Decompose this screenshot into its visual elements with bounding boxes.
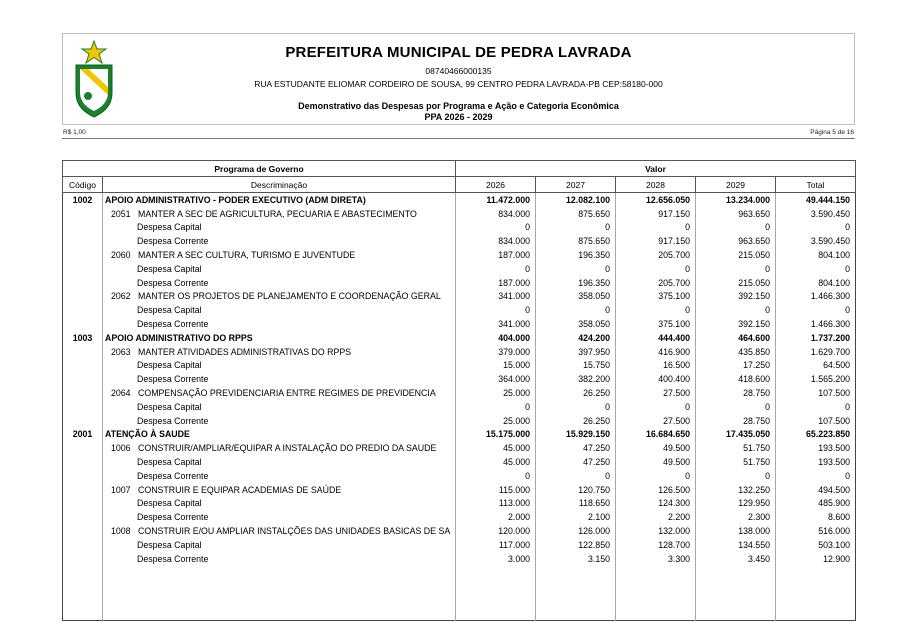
- action-description: COMPENSAÇÃO PREVIDENCIARIA ENTRE REGIMES DE PREVIDENCIA: [138, 388, 436, 399]
- cell-program-code: [63, 345, 103, 359]
- cell-description: APOIO ADMINISTRATIVO DO RPPS: [103, 331, 456, 345]
- action-description: CONSTRUIR E EQUIPAR ACADEMIAS DE SAÚDE: [138, 484, 342, 495]
- table-row: [63, 414, 856, 428]
- column-header-row: [63, 177, 856, 193]
- cell-program-code: [63, 221, 103, 235]
- cell-value: 0: [456, 262, 536, 276]
- cell-value: 45.000: [456, 441, 536, 455]
- cell-value: 0: [845, 401, 850, 412]
- cell-value: 138.000: [696, 524, 776, 538]
- cell-value: 25.000: [456, 414, 536, 428]
- cell-program-code: [63, 400, 103, 414]
- cell-description: Despesa Corrente: [103, 510, 456, 524]
- table-row: [63, 386, 856, 400]
- cell-value: 404.000: [456, 331, 536, 345]
- cell-value: 187.000: [456, 276, 536, 290]
- column-header-2029: 2029: [696, 177, 776, 193]
- cell-value: 341.000: [456, 290, 536, 304]
- cell-value: 215.050: [696, 248, 776, 262]
- table-row: [63, 331, 856, 345]
- cell-value: 15.750: [536, 359, 616, 373]
- action-description: CONSTRUIR/AMPLIAR/EQUIPAR A INSTALAÇÃO DO PREDIO DA SAUDE: [138, 443, 437, 454]
- cell-value: 0: [845, 263, 850, 274]
- cell-value: 379.000: [456, 345, 536, 359]
- cell-value: 11.472.000: [456, 193, 536, 207]
- cell-value: 26.250: [536, 386, 616, 400]
- cell-value: 0: [616, 221, 696, 235]
- action-code: 2060: [111, 250, 131, 261]
- group-header-program: Programa de Governo: [63, 161, 456, 177]
- cell-program-code: [63, 317, 103, 331]
- cell-program-code: [63, 303, 103, 317]
- cell-description: Despesa Corrente: [103, 414, 456, 428]
- subheader-row: [62, 129, 855, 136]
- table-row: [63, 483, 856, 497]
- cell-value: 187.000: [456, 248, 536, 262]
- cell-value: 3.450: [696, 552, 776, 566]
- cell-program-code: [63, 248, 103, 262]
- cell-value: 0: [536, 221, 616, 235]
- table-row: [63, 262, 856, 276]
- cell-value: 47.250: [536, 441, 616, 455]
- table-row: [63, 400, 856, 414]
- cell-value: 25.000: [456, 386, 536, 400]
- cell-description: Despesa Corrente: [103, 234, 456, 248]
- cell-description: [103, 248, 456, 262]
- cell-value: 3.590.450: [810, 208, 850, 219]
- cell-description: Despesa Capital: [103, 400, 456, 414]
- cell-program-code: [63, 207, 103, 221]
- cell-value: 963.650: [696, 207, 776, 221]
- cell-value: 15.175.000: [456, 428, 536, 442]
- cell-value: 2.300: [696, 510, 776, 524]
- action-code: 1006: [111, 443, 131, 454]
- column-header-2027: 2027: [536, 177, 616, 193]
- municipal-crest-icon: [71, 40, 117, 118]
- cell-value: 1.466.300: [810, 291, 850, 302]
- address-line: RUA ESTUDANTE ELIOMAR CORDEIRO DE SOUSA, 99 CENTRO PEDRA LAVRADA-PB CEP:58180-000: [254, 79, 663, 89]
- cell-value: 917.150: [616, 234, 696, 248]
- table-row: [63, 345, 856, 359]
- cell-program-code: [63, 262, 103, 276]
- table-row: [63, 497, 856, 511]
- table-row: [63, 221, 856, 235]
- table-row: [63, 455, 856, 469]
- cell-program-code: [63, 359, 103, 373]
- cell-description: [103, 345, 456, 359]
- cell-program-code: 2001: [63, 428, 103, 442]
- report-period: PPA 2026 - 2029: [424, 112, 493, 122]
- action-description: MANTER OS PROJETOS DE PLANEJAMENTO E COORDENAÇÃO GERAL: [138, 291, 441, 302]
- header-divider: [62, 138, 855, 139]
- cell-value: 0: [456, 400, 536, 414]
- cnpj-number: 08740466000135: [425, 66, 492, 76]
- cell-description: Despesa Corrente: [103, 276, 456, 290]
- cell-description: [103, 441, 456, 455]
- column-header-2026: 2026: [456, 177, 536, 193]
- cell-value: 49.500: [616, 441, 696, 455]
- cell-value: 0: [456, 469, 536, 483]
- cell-program-code: [63, 510, 103, 524]
- cell-program-code: [63, 524, 103, 538]
- cell-value: 0: [845, 222, 850, 233]
- table-row: [63, 193, 856, 207]
- cell-description: [103, 483, 456, 497]
- report-header: [62, 33, 855, 125]
- cell-value: 400.400: [616, 372, 696, 386]
- cell-value: 12.656.050: [616, 193, 696, 207]
- cell-value: 375.100: [616, 317, 696, 331]
- cell-program-code: [63, 414, 103, 428]
- cell-value: 205.700: [616, 276, 696, 290]
- cell-program-code: [63, 372, 103, 386]
- cell-program-code: [63, 483, 103, 497]
- cell-program-code: [63, 290, 103, 304]
- cell-value: 0: [616, 400, 696, 414]
- group-header-row: [63, 161, 856, 177]
- cell-value: 15.000: [456, 359, 536, 373]
- cell-value: 51.750: [696, 455, 776, 469]
- cell-value: 126.000: [536, 524, 616, 538]
- cell-value: 120.750: [536, 483, 616, 497]
- cell-value: 0: [536, 469, 616, 483]
- cell-program-code: [63, 276, 103, 290]
- cell-description: Despesa Corrente: [103, 552, 456, 566]
- table-row: [63, 538, 856, 552]
- cell-value: 804.100: [818, 250, 850, 261]
- currency-note: R$ 1,00: [63, 129, 86, 136]
- cell-program-code: 1002: [63, 193, 103, 207]
- table-row: [63, 234, 856, 248]
- action-description: MANTER A SEC CULTURA, TURISMO E JUVENTUDE: [138, 250, 356, 261]
- cell-value: 215.050: [696, 276, 776, 290]
- action-description: MANTER A SEC DE AGRICULTURA, PECUARIA E ABASTECIMENTO: [138, 208, 417, 219]
- cell-description: Despesa Capital: [103, 221, 456, 235]
- table-row: [63, 290, 856, 304]
- cell-value: 196.350: [536, 276, 616, 290]
- expenses-table-wrap: [62, 160, 855, 621]
- filler-cell: [103, 566, 456, 621]
- cell-value: 3.150: [536, 552, 616, 566]
- cell-value: 0: [536, 400, 616, 414]
- cell-value: 0: [696, 262, 776, 276]
- cell-value: 3.590.450: [810, 236, 850, 247]
- cell-value: 418.600: [696, 372, 776, 386]
- cell-value: 115.000: [456, 483, 536, 497]
- cell-value: 0: [616, 469, 696, 483]
- cell-program-code: [63, 538, 103, 552]
- cell-value: 205.700: [616, 248, 696, 262]
- cell-value: 2.100: [536, 510, 616, 524]
- cell-value: 26.250: [536, 414, 616, 428]
- cell-value: 358.050: [536, 290, 616, 304]
- cell-value: 134.550: [696, 538, 776, 552]
- cell-value: 1.466.300: [810, 319, 850, 330]
- column-header-codigo: Código: [63, 177, 103, 193]
- cell-value: 17.435.050: [696, 428, 776, 442]
- cell-value: 416.900: [616, 345, 696, 359]
- cell-value: 0: [696, 303, 776, 317]
- cell-value: 28.750: [696, 386, 776, 400]
- cell-value: 963.650: [696, 234, 776, 248]
- cell-value: 0: [845, 305, 850, 316]
- cell-value: 516.000: [818, 526, 850, 537]
- cell-value: 15.929.150: [536, 428, 616, 442]
- cell-value: 875.650: [536, 207, 616, 221]
- filler-cell: [696, 566, 776, 621]
- cell-value: 12.082.100: [536, 193, 616, 207]
- cell-value: 1.565.200: [810, 374, 850, 385]
- cell-value: 126.500: [616, 483, 696, 497]
- action-description: CONSTRUIR E/OU AMPLIAR INSTALÇÕES DAS UNIDADES BASICAS DE SA: [138, 526, 451, 537]
- cell-value: 2.200: [616, 510, 696, 524]
- report-content: [62, 33, 855, 621]
- table-row: [63, 524, 856, 538]
- table-row: [63, 441, 856, 455]
- table-row: [63, 359, 856, 373]
- cell-value: 49.500: [616, 455, 696, 469]
- cell-value: 16.500: [616, 359, 696, 373]
- cell-program-code: [63, 386, 103, 400]
- cell-value: 1.737.200: [810, 332, 850, 343]
- cell-value: 47.250: [536, 455, 616, 469]
- action-code: 2064: [111, 388, 131, 399]
- cell-value: 193.500: [818, 443, 850, 454]
- cell-value: 0: [456, 303, 536, 317]
- cell-value: 2.000: [456, 510, 536, 524]
- cell-program-code: 1003: [63, 331, 103, 345]
- cell-value: 444.400: [616, 331, 696, 345]
- cell-program-code: [63, 552, 103, 566]
- table-filler-row: [63, 566, 856, 621]
- cell-description: Despesa Corrente: [103, 317, 456, 331]
- cell-value: 834.000: [456, 234, 536, 248]
- cell-description: [103, 207, 456, 221]
- expenses-table: [62, 160, 856, 621]
- cell-description: Despesa Corrente: [103, 469, 456, 483]
- column-header-total: Total: [776, 177, 856, 193]
- table-row: [63, 303, 856, 317]
- cell-value: 107.500: [818, 388, 850, 399]
- cell-value: 375.100: [616, 290, 696, 304]
- cell-value: 193.500: [818, 457, 850, 468]
- cell-value: 0: [536, 303, 616, 317]
- cell-value: 128.700: [616, 538, 696, 552]
- cell-value: 12.900: [823, 553, 850, 564]
- cell-value: 3.000: [456, 552, 536, 566]
- cell-description: Despesa Capital: [103, 538, 456, 552]
- action-code: 2063: [111, 346, 131, 357]
- cell-program-code: [63, 455, 103, 469]
- cell-value: 124.300: [616, 497, 696, 511]
- table-row: [63, 552, 856, 566]
- report-title: Demonstrativo das Despesas por Programa e Ação e Categoria Econômica: [298, 101, 619, 111]
- table-row: [63, 248, 856, 262]
- column-header-descriminacao: Descriminação: [103, 177, 456, 193]
- cell-value: 8.600: [827, 512, 850, 523]
- cell-value: 27.500: [616, 386, 696, 400]
- cell-value: 132.250: [696, 483, 776, 497]
- cell-value: 64.500: [823, 360, 850, 371]
- cell-value: 45.000: [456, 455, 536, 469]
- cell-description: [103, 290, 456, 304]
- cell-description: Despesa Capital: [103, 359, 456, 373]
- cell-value: 503.100: [818, 539, 850, 550]
- cell-value: 875.650: [536, 234, 616, 248]
- table-row: [63, 207, 856, 221]
- cell-value: 392.150: [696, 317, 776, 331]
- filler-cell: [616, 566, 696, 621]
- page-title: PREFEITURA MUNICIPAL DE PEDRA LAVRADA: [285, 44, 632, 61]
- table-header: [63, 161, 856, 193]
- table-row: [63, 428, 856, 442]
- cell-value: 132.000: [616, 524, 696, 538]
- cell-value: 0: [696, 469, 776, 483]
- table-row: [63, 469, 856, 483]
- cell-description: ATENÇÃO À SAUDE: [103, 428, 456, 442]
- cell-description: Despesa Capital: [103, 455, 456, 469]
- cell-value: 122.850: [536, 538, 616, 552]
- cell-value: 358.050: [536, 317, 616, 331]
- cell-description: APOIO ADMINISTRATIVO - PODER EXECUTIVO (ADM DIRETA): [103, 193, 456, 207]
- cell-value: 1.629.700: [810, 346, 850, 357]
- table-row: [63, 372, 856, 386]
- cell-value: 51.750: [696, 441, 776, 455]
- page-number: Página 5 de 16: [810, 129, 854, 136]
- table-row: [63, 317, 856, 331]
- cell-value: 3.300: [616, 552, 696, 566]
- cell-description: Despesa Capital: [103, 497, 456, 511]
- cell-value: 0: [696, 221, 776, 235]
- cell-value: 13.234.000: [696, 193, 776, 207]
- cell-program-code: [63, 441, 103, 455]
- cell-value: 435.850: [696, 345, 776, 359]
- cell-value: 364.000: [456, 372, 536, 386]
- cell-value: 196.350: [536, 248, 616, 262]
- header-text-block: [63, 34, 854, 122]
- cell-program-code: [63, 497, 103, 511]
- cell-value: 118.650: [536, 497, 616, 511]
- cell-value: 16.684.650: [616, 428, 696, 442]
- cell-value: 27.500: [616, 414, 696, 428]
- cell-value: 0: [536, 262, 616, 276]
- cell-value: 917.150: [616, 207, 696, 221]
- cell-value: 107.500: [818, 415, 850, 426]
- cell-value: 0: [845, 470, 850, 481]
- table-row: [63, 276, 856, 290]
- cell-value: 129.950: [696, 497, 776, 511]
- cell-value: 392.150: [696, 290, 776, 304]
- column-header-2028: 2028: [616, 177, 696, 193]
- action-code: 2062: [111, 291, 131, 302]
- table-body: [63, 193, 856, 621]
- cell-value: 0: [616, 303, 696, 317]
- cell-description: Despesa Capital: [103, 303, 456, 317]
- cell-value: 0: [696, 400, 776, 414]
- cell-value: 28.750: [696, 414, 776, 428]
- cell-value: 17.250: [696, 359, 776, 373]
- action-code: 1007: [111, 484, 131, 495]
- cell-value: 341.000: [456, 317, 536, 331]
- action-code: 1008: [111, 526, 131, 537]
- cell-value: 382.200: [536, 372, 616, 386]
- cell-value: 834.000: [456, 207, 536, 221]
- cell-description: Despesa Capital: [103, 262, 456, 276]
- cell-value: 49.444.150: [805, 194, 850, 205]
- cell-program-code: [63, 469, 103, 483]
- cell-description: [103, 386, 456, 400]
- cell-value: 397.950: [536, 345, 616, 359]
- cell-value: 113.000: [456, 497, 536, 511]
- filler-cell: [536, 566, 616, 621]
- table-row: [63, 510, 856, 524]
- group-header-value: Valor: [456, 161, 856, 177]
- cell-program-code: [63, 234, 103, 248]
- cell-value: 0: [616, 262, 696, 276]
- cell-value: 117.000: [456, 538, 536, 552]
- cell-value: 120.000: [456, 524, 536, 538]
- cell-value: 494.500: [818, 484, 850, 495]
- cell-value: 464.600: [696, 331, 776, 345]
- cell-value: 65.223.850: [805, 429, 850, 440]
- cell-description: [103, 524, 456, 538]
- action-code: 2051: [111, 208, 131, 219]
- cell-value: 0: [456, 221, 536, 235]
- cell-value: 424.200: [536, 331, 616, 345]
- filler-cell: [456, 566, 536, 621]
- cell-description: Despesa Corrente: [103, 372, 456, 386]
- filler-cell: [776, 566, 856, 621]
- filler-cell: [63, 566, 103, 621]
- action-description: MANTER ATIVIDADES ADMINISTRATIVAS DO RPPS: [138, 346, 352, 357]
- cell-value: 485.900: [818, 498, 850, 509]
- cell-value: 804.100: [818, 277, 850, 288]
